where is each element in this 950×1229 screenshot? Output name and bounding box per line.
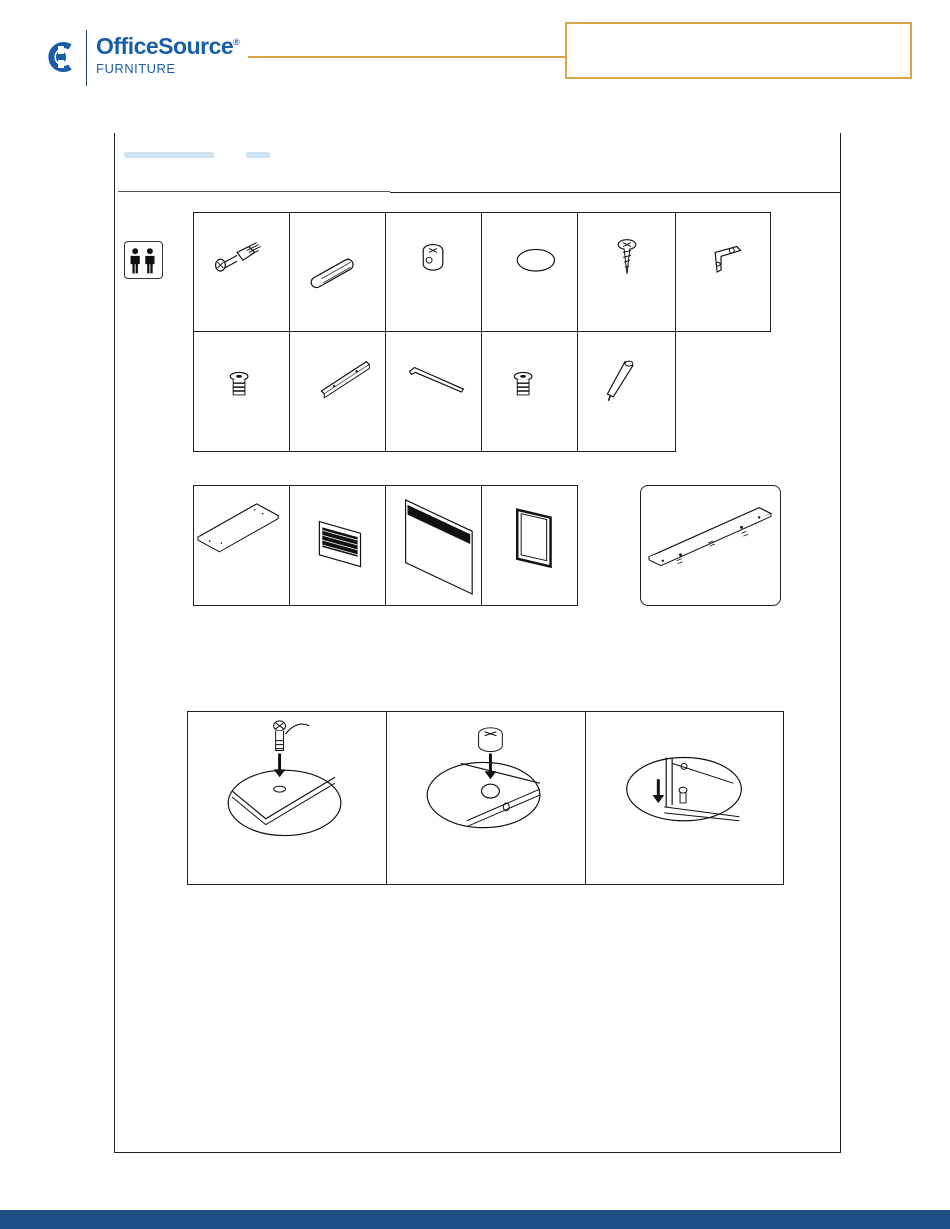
wood-screw-icon (577, 212, 676, 332)
header-rule (248, 56, 566, 58)
officesource-logo-icon (44, 38, 78, 76)
side-frame-icon (481, 485, 578, 606)
allen-key-icon (385, 331, 482, 452)
leveling-foot-icon (577, 331, 676, 452)
metal-rail-icon (289, 331, 386, 452)
l-bracket-icon (675, 212, 771, 332)
join-panels-icon (586, 712, 784, 884)
section-rule (118, 191, 390, 192)
cap-cover-icon (481, 212, 578, 332)
long-panel-icon (640, 485, 781, 606)
insert-cam-lock-icon (387, 712, 586, 884)
assembly-steps (187, 711, 784, 885)
two-person-assembly-icon (124, 241, 163, 279)
flat-head-bolt-icon (193, 331, 290, 452)
header-title-box (565, 22, 912, 79)
cam-lock-icon (385, 212, 482, 332)
footer-bar (0, 1210, 950, 1229)
top-panel-icon (193, 485, 290, 606)
cam-bolt-icon (193, 212, 290, 332)
faded-heading (246, 152, 270, 158)
logo-divider (86, 30, 87, 86)
modesty-panel-small-icon (289, 485, 386, 606)
faded-heading (124, 152, 214, 158)
flat-head-bolt-icon (481, 331, 578, 452)
insert-cam-bolt-icon (188, 712, 387, 884)
wooden-dowel-icon (289, 212, 386, 332)
modesty-panel-large-icon (385, 485, 482, 606)
section-rule (390, 192, 840, 193)
brand-name: OfficeSource® (96, 33, 240, 59)
brand-subtitle: FURNITURE (96, 61, 176, 76)
